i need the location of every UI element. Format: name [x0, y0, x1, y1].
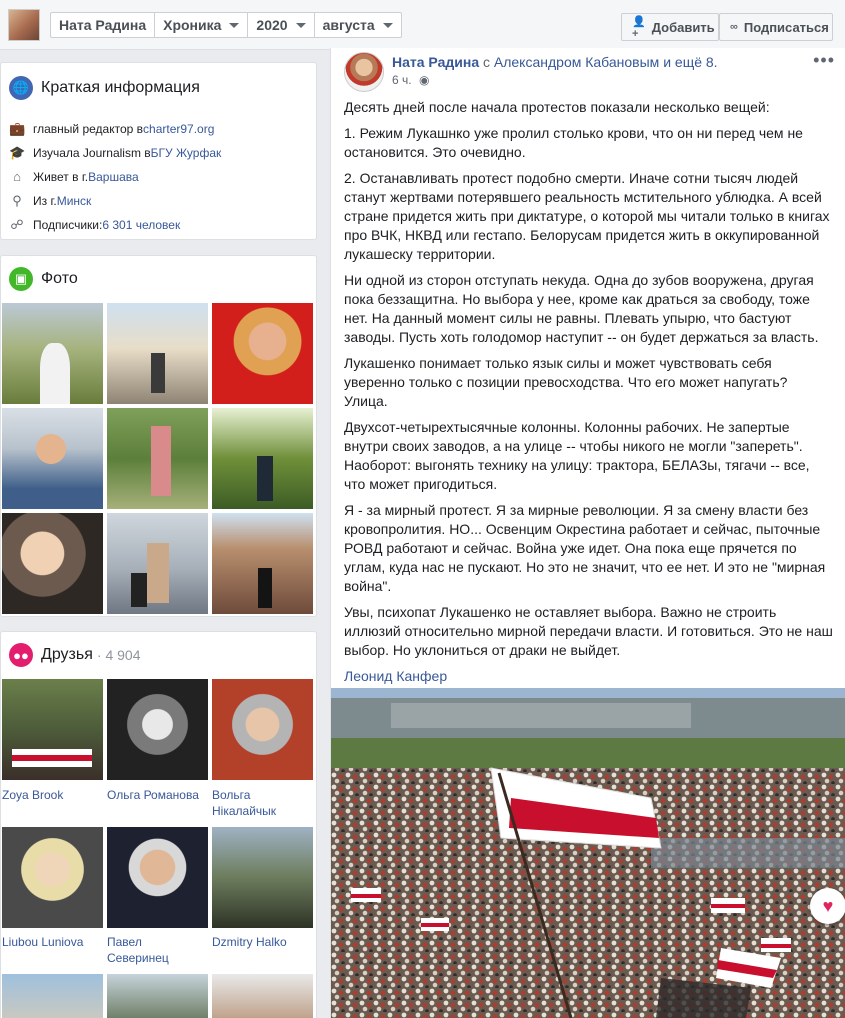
friend-photo[interactable] [2, 974, 103, 1018]
friend-photo[interactable] [212, 974, 313, 1018]
friend-photo[interactable] [107, 974, 208, 1018]
photo-thumbnail[interactable] [2, 408, 103, 509]
info-row-lives [9, 169, 139, 184]
author-avatar[interactable] [344, 52, 384, 92]
info-work-text: главный редактор в [33, 122, 144, 136]
breadcrumb-month-label: августа [322, 17, 375, 33]
post-photo[interactable] [331, 688, 845, 1018]
breadcrumb-profile-label: Ната Радина [59, 17, 147, 33]
info-work-link[interactable]: charter97.org [143, 122, 215, 136]
friend-name[interactable]: Liubou Luniova [2, 935, 84, 949]
info-education-link[interactable]: БГУ Журфак [150, 146, 222, 160]
with-word: с [483, 54, 490, 70]
photo-icon: ▣ [9, 267, 33, 291]
more-options-icon[interactable]: ••• [813, 50, 835, 70]
photos-card [0, 255, 317, 617]
post-author-line [392, 54, 718, 70]
photo-thumbnail[interactable] [212, 408, 313, 509]
friend-photo[interactable] [2, 679, 103, 780]
breadcrumb-year[interactable] [248, 13, 314, 37]
timeline-post [330, 48, 845, 1018]
photo-thumbnail[interactable] [212, 513, 313, 614]
post-paragraph: Ни одной из сторон отступать некуда. Одна до зубов вооружена, другая пока беззащитна. Но выбора у нее, кроме как драться за свободу, тоже нет. На данный момент силы не равны. Плевать упырю, что бастуют заводы. Пусть хоть голодомор наступит -- он будет держаться за власть. [344, 272, 819, 345]
location-pin-icon: ⚲ [12, 193, 22, 208]
author-name-link[interactable]: Ната Радина [392, 54, 480, 70]
breadcrumb-year-label: 2020 [256, 17, 288, 33]
friend-photo[interactable] [212, 827, 313, 928]
chevron-down-icon [383, 23, 393, 28]
intro-card [0, 62, 317, 240]
subscribe-button[interactable] [719, 13, 833, 41]
add-friend-button[interactable] [621, 13, 719, 41]
photo-thumbnail[interactable] [107, 513, 208, 614]
post-paragraph: Я - за мирный протест. Я за мирные революции. Я за смену власти без кровопролития. НО... Освенцим Окрестина работает и сейчас, пыточные РОВД работают и сейчас. Война уже идет. Она пока еще прячется по углам, куда нас не пускают. Но это не значит, что ее нет. И это не "мирная война". [344, 502, 826, 594]
post-paragraph: 2. Останавливать протест подобно смерти. Иначе сотни тысяч людей станут жертвами потерявшего реальность мстительного ублюдка. А всей стране придется жить при диктатуре, о которой мы читали только в книгах про ВЧК, НКВД или гестапо. Белорусам придется жить в оккупированной лукашеску территории. [344, 170, 830, 262]
post-paragraph: Лукашенко понимает только язык силы и может чувствовать себя уверенно только с позиции превосходства. Что его может напугать? Улица. [344, 355, 788, 409]
briefcase-icon: 💼 [9, 121, 26, 136]
breadcrumb-month[interactable] [315, 13, 401, 37]
friend-name[interactable]: Ольга Романова [107, 788, 199, 802]
post-time-text: 6 ч. [392, 73, 412, 87]
friend-photo[interactable] [2, 827, 103, 928]
globe-icon: ◉ [418, 73, 430, 87]
heart-icon[interactable]: ♥ [810, 888, 845, 924]
profile-avatar-thumbnail[interactable] [8, 9, 40, 41]
info-row-work [9, 121, 214, 137]
friend-name[interactable]: Dzmitry Halko [212, 935, 287, 949]
friends-count: · 4 904 [96, 647, 141, 663]
photo-thumbnail[interactable] [2, 513, 103, 614]
info-row-education [9, 145, 221, 161]
breadcrumb [50, 12, 402, 38]
friends-title: Друзья [41, 646, 93, 663]
chevron-down-icon [229, 23, 239, 28]
info-from-link[interactable]: Минск [56, 194, 92, 208]
breadcrumb-timeline-label: Хроника [163, 17, 222, 33]
post-paragraph: Увы, психопат Лукашенко не оставляет выбора. Важно не строить иллюзий относительно мирной передачи власти. И готовиться. Это не наш выбор. Но уклониться от драки не выйдет. [344, 604, 833, 658]
photo-thumbnail[interactable] [2, 303, 103, 404]
info-lives-link[interactable]: Варшава [88, 169, 139, 184]
photo-thumbnail[interactable] [107, 303, 208, 404]
post-timestamp[interactable] [392, 73, 429, 87]
followers-icon: ☍ [10, 217, 24, 232]
friend-name[interactable]: Павел Северинец [107, 935, 169, 965]
chevron-down-icon [296, 23, 306, 28]
post-paragraph: Десять дней после начала протестов показали несколько вещей: [344, 99, 770, 115]
info-followers-link[interactable]: 6 301 человек [102, 218, 181, 232]
breadcrumb-timeline[interactable] [155, 13, 248, 37]
add-friend-label: Добавить [651, 19, 715, 35]
intro-header [9, 76, 200, 100]
photo-thumbnail[interactable] [212, 303, 313, 404]
intro-title: Краткая информация [41, 79, 200, 96]
graduation-cap-icon: 🎓 [9, 145, 26, 160]
tagged-people-link[interactable]: Александром Кабановым и ещё 8. [493, 54, 718, 70]
post-paragraph: 1. Режим Лукашнко уже пролил столько крови, что он ни перед чем не остановится. Это очевидно. [344, 125, 803, 160]
info-from-text: Из г. [33, 194, 57, 208]
add-person-icon: 👤+ [632, 15, 646, 40]
friend-photo[interactable] [107, 827, 208, 928]
subscribe-label: Подписаться [743, 19, 829, 35]
info-row-from [9, 193, 91, 209]
friend-name[interactable]: Zoya Brook [2, 788, 64, 802]
info-row-followers [9, 217, 180, 233]
friends-header[interactable] [9, 643, 140, 667]
friend-name[interactable]: Вольга Нікалайчык [212, 788, 277, 818]
home-icon: ⌂ [13, 169, 21, 184]
friends-icon: ●● [9, 643, 33, 667]
globe-icon: 🌐 [9, 76, 33, 100]
cover-nav-bar [0, 0, 845, 50]
rss-icon: ∞ [730, 21, 738, 33]
info-education-text: Изучала Journalism в [33, 146, 151, 160]
protest-crowd-image [331, 688, 845, 1018]
friend-photo[interactable] [107, 679, 208, 780]
post-paragraph: Двухсот-четырехтысячные колонны. Колонны рабочих. Не запертые внутри своих заводов, а на улице -- чтобы никого не могли "запереть". Наоборот: выгонять технику на улицу: трактора, БЕЛАЗы, тягачи -- все, что может пригодиться. [344, 419, 810, 492]
friend-photo[interactable] [212, 679, 313, 780]
post-signature-link[interactable]: Леонид Канфер [344, 668, 448, 684]
photos-header[interactable] [9, 267, 78, 291]
breadcrumb-profile[interactable] [51, 13, 155, 37]
info-lives-text: Живет в г. [33, 169, 89, 184]
photo-thumbnail[interactable] [107, 408, 208, 509]
info-followers-text: Подписчики: [33, 218, 103, 232]
photos-title: Фото [41, 270, 78, 287]
friends-card [0, 631, 317, 1018]
post-body [344, 98, 834, 693]
